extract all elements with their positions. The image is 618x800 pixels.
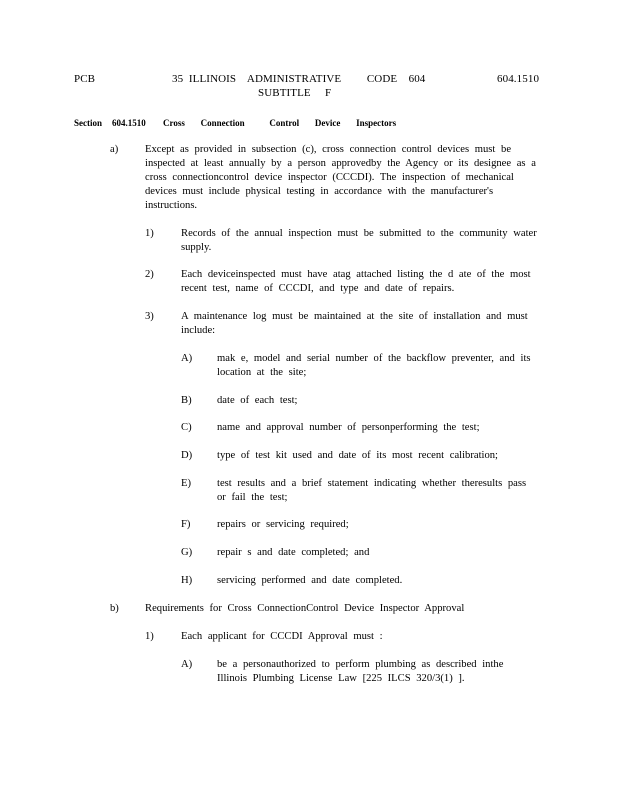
header-agency: PCB [74,73,96,85]
a-3-C-marker: C) [181,422,192,433]
subsection-b-marker: b) [110,603,119,614]
a-3-B-marker: B) [181,395,192,406]
a-3-C-text: name and approval number of personperforming the test; [217,422,480,433]
a-3-E-text: test results and a brief statement indicating whether theresults pass or fail the test; [217,478,527,503]
a-item-2-marker: 2) [145,269,154,280]
b-item-1-text: Each applicant for CCCDI Approval must : [181,631,383,642]
a-3-B-text: date of each test; [217,395,298,406]
a-3-A-text: mak e, model and serial number of the backflow preventer, and its location at the site; [217,353,531,378]
subsection-b-text: Requirements for Cross ConnectionControl Device Inspector Approval [145,603,465,614]
b-1-A-text: be a personauthorized to perform plumbing as described inthe Illinois Plumbing License Law [225 ILCS 320/3(1) ]. [217,659,504,684]
a-3-H-marker: H) [181,575,193,586]
a-3-D-text: type of test kit used and date of its most recent calibration; [217,450,499,461]
subsection-a-marker: a) [110,144,119,155]
a-item-1-marker: 1) [145,228,154,239]
b-item-1-marker: 1) [145,631,154,642]
a-3-A-marker: A) [181,353,193,364]
section-title: Cross Connection Control Device Inspectors [163,118,397,128]
a-3-E-marker: E) [181,478,191,489]
b-1-A-marker: A) [181,659,193,670]
a-item-3-marker: 3) [145,311,154,322]
header-subtitle: SUBTITLE F [258,87,332,99]
a-3-G-text: repair s and date completed; and [217,547,370,558]
a-item-1-text: Records of the annual inspection must be submitted to the community water supply. [181,228,537,253]
a-item-3-text: A maintenance log must be maintained at the site of installation and must include: [181,311,528,336]
section-label: Section [74,118,102,128]
a-3-D-marker: D) [181,450,193,461]
a-item-2-text: Each deviceinspected must have atag attached listing the d ate of the most recent test, name of CCCDI, and type and date of repairs. [181,269,531,294]
a-3-F-text: repairs or servicing required; [217,519,349,530]
a-3-H-text: servicing performed and date completed. [217,575,403,586]
header-section-number: 604.1510 [497,73,540,85]
section-number: 604.1510 [112,118,146,128]
a-3-G-marker: G) [181,547,193,558]
header-title: 35 ILLINOIS ADMINISTRATIVE CODE 604 [172,73,426,85]
a-3-F-marker: F) [181,519,191,530]
subsection-a-text: Except as provided in subsection (c), cross connection control devices must be inspected at least annually by a person approvedby the Agency or its designee as a cross connectioncontrol device inspector (CCCDI). The inspection of mechanical devices must include physical testing in accordance with the manufacturer's instructions. [145,144,536,211]
